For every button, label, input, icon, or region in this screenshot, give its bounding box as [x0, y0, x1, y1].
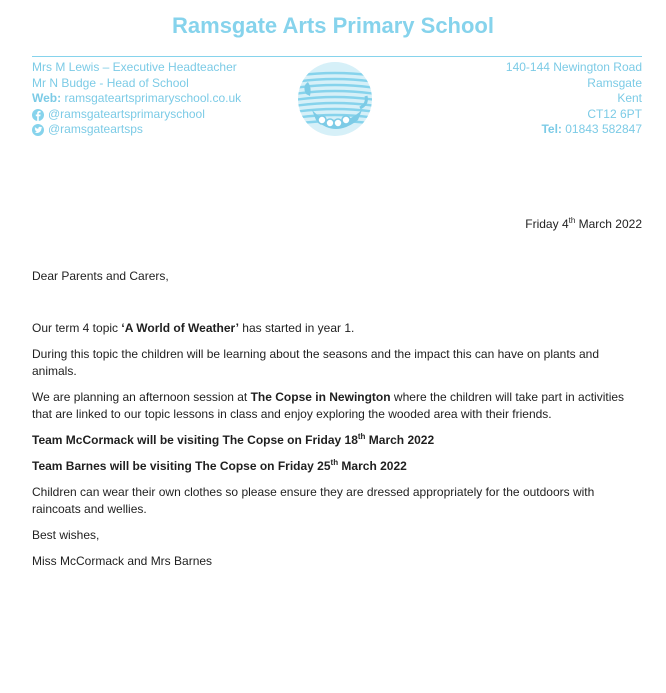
address-line-4: CT12 6PT: [587, 106, 642, 121]
address-line-1: 140-144 Newington Road: [505, 60, 642, 74]
twitter-icon: [32, 124, 44, 136]
web-label: Web:: [32, 91, 62, 106]
date-ordinal: th: [568, 216, 576, 225]
telephone-line: [506, 122, 642, 138]
address-line-2: Ramsgate: [587, 75, 642, 90]
tel-value: 01843 582847: [561, 122, 642, 137]
headteacher-line: Mrs M Lewis – Executive Headteacher: [32, 60, 237, 74]
header-divider: [32, 56, 642, 57]
school-logo: [296, 60, 374, 138]
date-rest: March 2022: [575, 217, 642, 231]
twitter-line: [32, 122, 241, 138]
paragraph-clothing: Children can wear their own clothes so please ensure they are dressed appropriately for the outdoors with raincoats and wellies.: [32, 485, 595, 516]
letter-date: [525, 217, 642, 231]
paragraph-topic: Our term 4 topic ‘A World of Weather’ has started in year 1.: [32, 321, 355, 335]
web-link[interactable]: ramsgateartsprimaryschool.co.uk: [61, 91, 242, 106]
team-barnes-visit: Team Barnes will be visiting The Copse on Friday 25th March 2022: [32, 458, 407, 473]
facebook-icon: [32, 109, 44, 121]
head-of-school-line: Mr N Budge - Head of School: [32, 75, 189, 90]
facebook-handle[interactable]: @ramsgateartsprimaryschool: [48, 106, 205, 121]
facebook-line: [32, 107, 241, 123]
header-contacts: [32, 60, 241, 138]
school-name: Ramsgate Arts Primary School: [172, 13, 494, 38]
letter-body: [32, 268, 642, 579]
date-day: Friday 4: [525, 217, 569, 231]
school-address: [506, 60, 642, 138]
salutation: Dear Parents and Carers,: [32, 269, 169, 283]
address-line-3: Kent: [617, 91, 642, 106]
team-mccormack-visit: Team McCormack will be visiting The Copse on Friday 18th March 2022: [32, 432, 435, 447]
signature: Miss McCormack and Mrs Barnes: [32, 554, 213, 568]
twitter-handle[interactable]: @ramsgateartsps: [48, 122, 143, 137]
closing: Best wishes,: [32, 528, 100, 542]
paragraph-seasons: During this topic the children will be learning about the seasons and the impact this can have on plants and animals.: [32, 347, 600, 378]
tel-label: Tel:: [541, 122, 562, 137]
paragraph-afternoon-session: We are planning an afternoon session at The Copse in Newington where the children will take part in activities that are linked to our topic lessons in class and enjoy exploring the wooded area with their friends.: [32, 390, 628, 421]
website-line: [32, 91, 241, 107]
